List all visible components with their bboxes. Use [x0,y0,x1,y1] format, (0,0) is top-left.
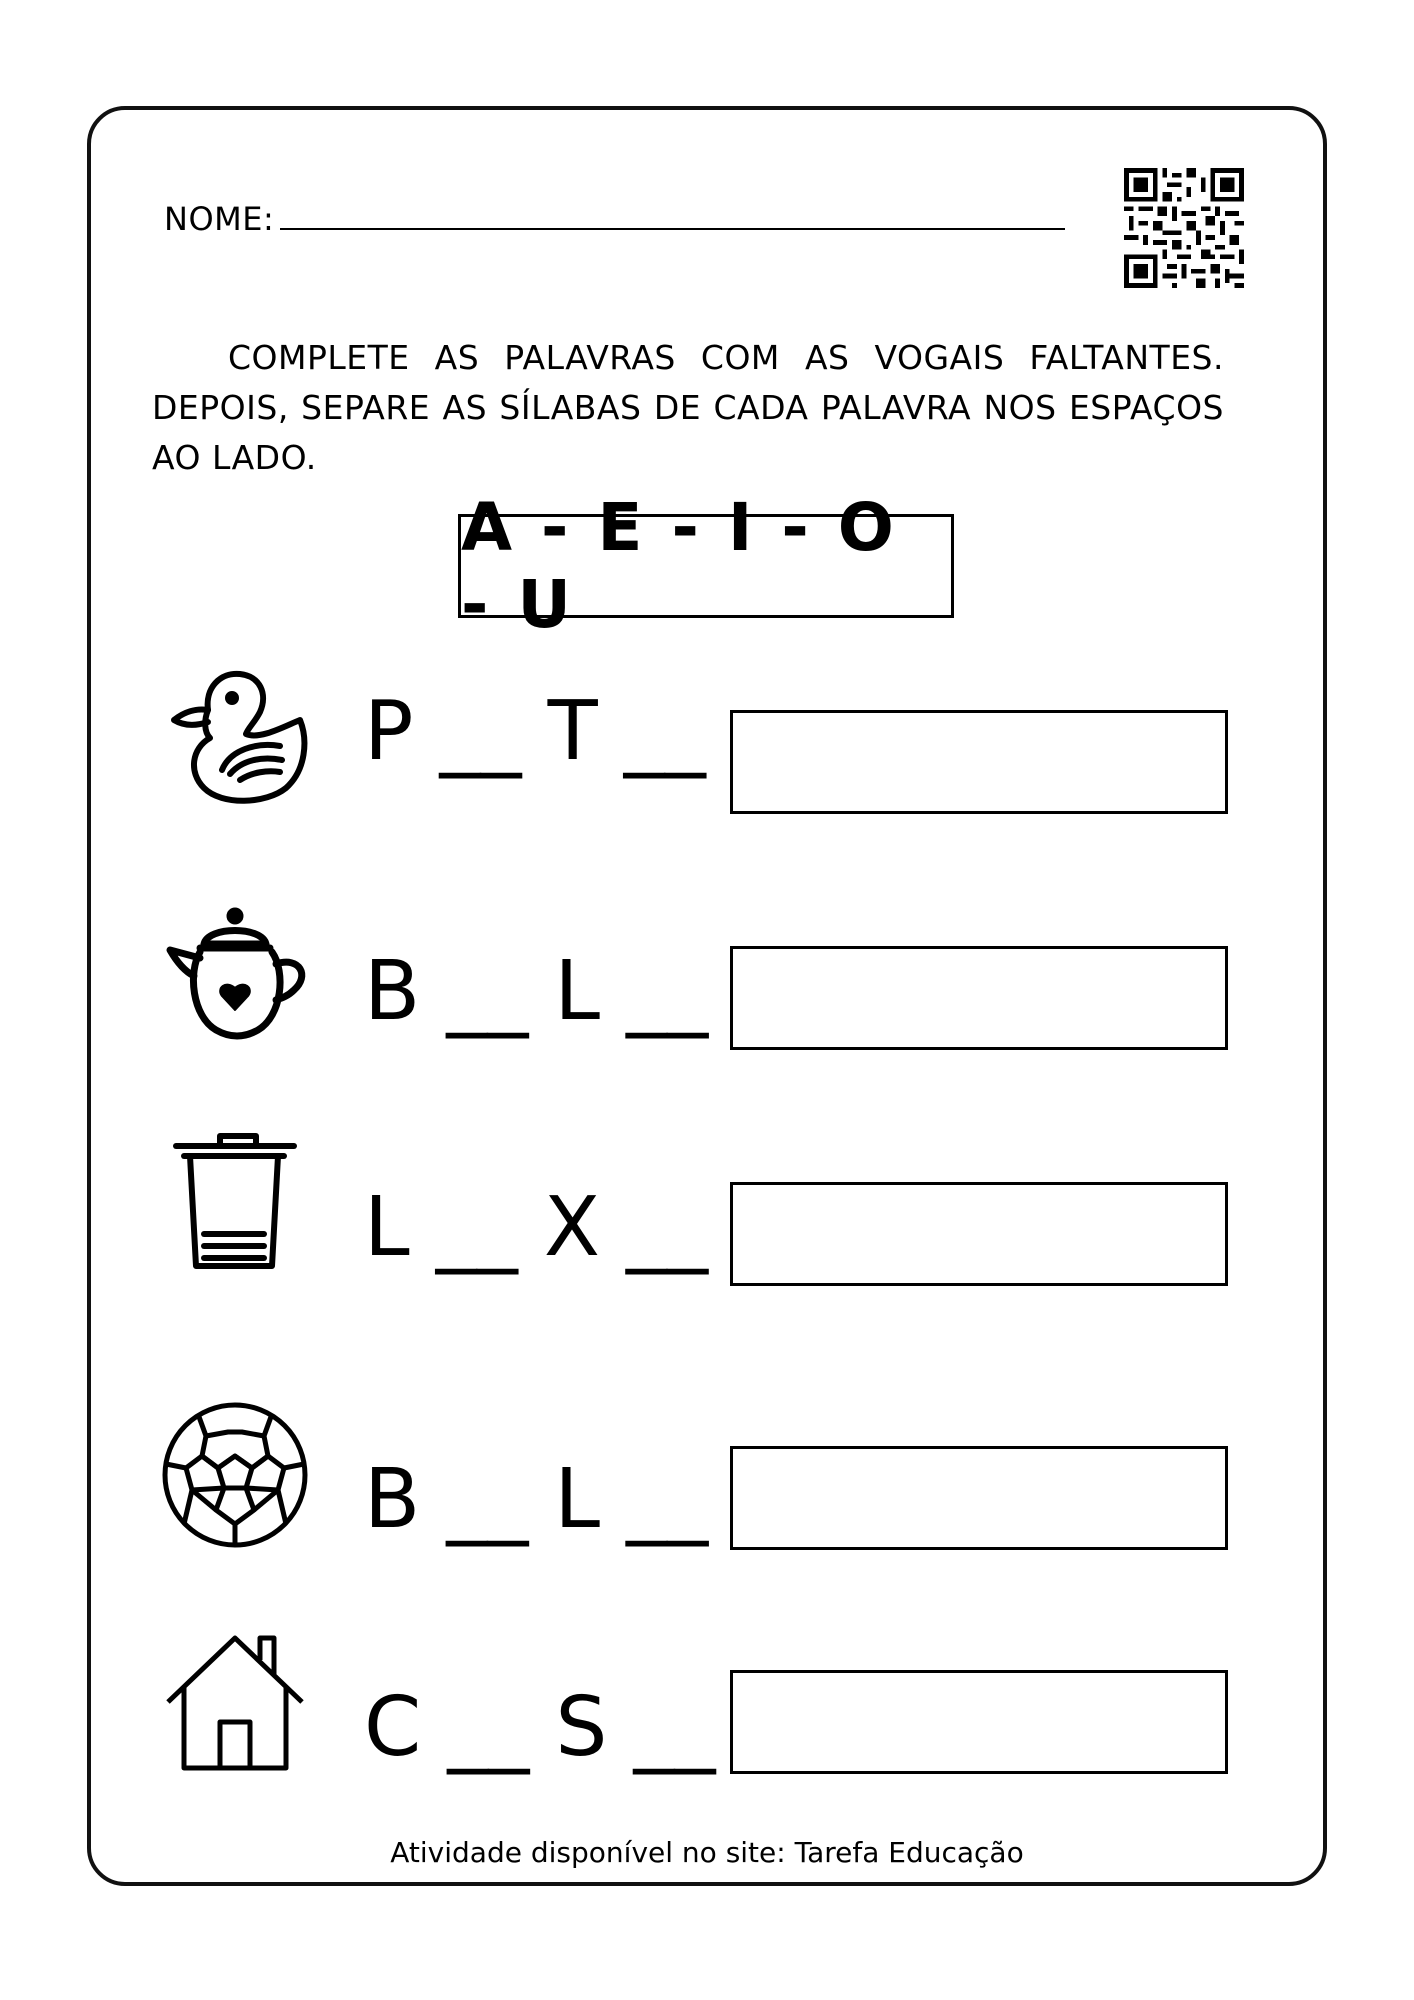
vowels-text: A - E - I - O - U [461,489,897,643]
duck-icon [160,660,310,810]
exercise-row [0,900,1414,1040]
soccer-ball-icon [160,1400,310,1550]
vowels-box [458,489,954,643]
name-label: NOME: [164,200,275,238]
answer-box[interactable] [730,1446,1228,1550]
exercise-word: L __ X __ [364,1180,709,1275]
answer-box[interactable] [730,1670,1228,1774]
exercise-row [0,660,1414,800]
exercise-word: P __ T __ [364,684,706,779]
exercise-word: C __ S __ [364,1680,716,1775]
qr-code-icon [1124,168,1244,288]
name-line [280,227,1065,230]
footer-text: Atividade disponível no site: Tarefa Educação [390,1836,1024,1869]
name-field [164,200,1065,238]
exercise-word: B __ L __ [364,1452,709,1547]
exercise-word: B __ L __ [364,944,709,1039]
answer-box[interactable] [730,1182,1228,1286]
exercise-row [0,1628,1414,1775]
exercise-row [0,1400,1414,1547]
instructions-text: COMPLETE AS PALAVRAS COM AS VOGAIS FALTANTES. DEPOIS, SEPARE AS SÍLABAS DE CADA PALAVRA NOS ESPAÇOS AO LADO. [152,338,1224,477]
house-icon [160,1628,310,1778]
answer-box[interactable] [730,946,1228,1050]
teapot-icon [160,900,310,1050]
answer-box[interactable] [730,710,1228,814]
trash-can-icon [160,1128,310,1278]
exercise-row [0,1128,1414,1275]
